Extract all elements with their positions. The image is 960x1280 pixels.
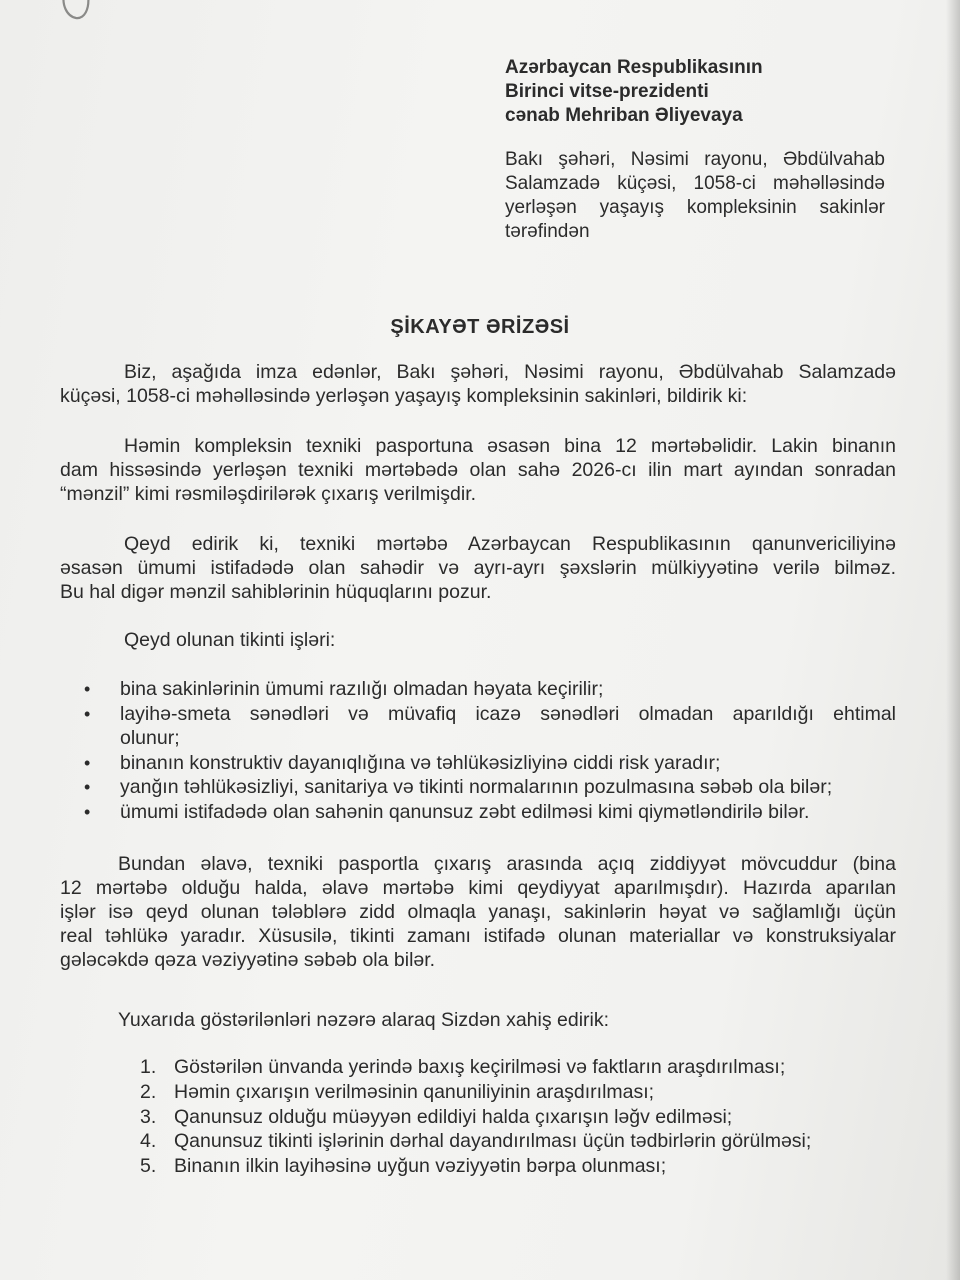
paragraph-line: Bu hal digər mənzil sahiblərinin hüquqlarını pozur. xyxy=(60,581,492,603)
recipient-line: cənab Mehriban Əliyevaya xyxy=(505,105,743,126)
list-item xyxy=(140,1105,900,1130)
page-edge-shadow xyxy=(946,0,960,1280)
works-bullet-list xyxy=(84,677,896,824)
paragraph-line: işlər isə qeyd olunan tələblərə zidd olmaqla yanaşı, sakinlərin həyat və sağlamlığı üçün xyxy=(60,901,896,923)
request-heading xyxy=(60,1008,896,1032)
paragraph-line: Bundan əlavə, texniki pasportla çıxarış arasında açıq ziddiyyət mövcuddur (bina xyxy=(118,853,896,875)
staple-mark-icon xyxy=(58,0,94,24)
list-item-text: Göstərilən ünvanda yerində baxış keçirilməsi və faktların araşdırılması; xyxy=(174,1056,786,1078)
paragraph-contradiction xyxy=(60,852,896,972)
list-item-text: • yanğın təhlükəsizliyi, sanitariya və tikinti normalarının pozulmasına səbəb ola bilər; xyxy=(120,776,833,798)
paragraph-passport xyxy=(60,434,896,506)
sender-line: Salamzadə küçəsi, 1058-ci məhəlləsində xyxy=(505,173,885,194)
list-item-number: 5. xyxy=(140,1155,157,1178)
paragraph-line: gələcəkdə qəza vəziyyətinə səbəb ola bilər. xyxy=(60,949,436,971)
list-item-text: olunur; xyxy=(120,727,180,749)
list-item-text: Qanunsuz tikinti işlərinin dərhal dayandırılması üçün tədbirlərin görülməsi; xyxy=(174,1130,812,1153)
list-item-number: 1. xyxy=(140,1056,157,1078)
list-item xyxy=(84,677,896,702)
paragraph-line: Biz, aşağıda imza edənlər, Bakı şəhəri, Nəsimi rayonu, Əbdülvahab Salamzadə xyxy=(124,361,896,383)
list-item-text: Həmin çıxarışın verilməsinin qanuniliyinin araşdırılması; xyxy=(174,1080,655,1103)
list-item xyxy=(84,800,896,825)
paragraph-line: 12 mərtəbə olduğu halda, əlavə mərtəbə kimi qeydiyyat aparılmışdır). Hazırda aparılan xyxy=(60,877,896,899)
list-item-number: 2. xyxy=(140,1080,157,1103)
paragraph-line: Yuxarıda göstərilənləri nəzərə alaraq Sizdən xahiş edirik: xyxy=(118,1009,610,1031)
paragraph-line: əsasən ümumi istifadədə olan sahədir və ayrı-ayrı şəxslərin mülkiyyətinə verilə bilməz. xyxy=(60,557,896,579)
intro-paragraph xyxy=(60,360,896,408)
paragraph-line: küçəsi, 1058-ci məhəlləsində yerləşən yaşayış kompleksinin sakinləri, bildirik ki: xyxy=(60,385,748,407)
list-item xyxy=(140,1080,900,1105)
recipient-line: Birinci vitse-prezidenti xyxy=(505,81,709,102)
list-item-text: • bina sakinlərinin ümumi razılığı olmadan həyata keçirilir; xyxy=(120,678,604,700)
list-item xyxy=(84,702,896,751)
list-item xyxy=(84,775,896,800)
sender-line: yerləşən yaşayış kompleksinin sakinlər xyxy=(505,197,885,218)
paragraph-line: Qeyd edirik ki, texniki mərtəbə Azərbaycan Respublikasının qanunvericiliyinə xyxy=(124,533,896,555)
list-item-number: 3. xyxy=(140,1105,157,1128)
list-item-text: Binanın ilkin layihəsinə uyğun vəziyyətin bərpa olunması; xyxy=(174,1155,667,1178)
list-item-text: • layihə-smeta sənədləri və müvafiq icazə sənədləri olmadan aparıldığı ehtimal xyxy=(120,702,896,725)
document-title: ŞİKAYƏT ƏRİZƏSİ xyxy=(390,316,570,338)
sender-block xyxy=(505,148,885,244)
sender-line: Bakı şəhəri, Nəsimi rayonu, Əbdülvahab xyxy=(505,149,885,170)
paragraph-line: Qeyd olunan tikinti işləri: xyxy=(124,629,336,651)
list-item xyxy=(84,751,896,776)
recipient-line: Azərbaycan Respublikasının xyxy=(505,57,763,78)
recipient-block xyxy=(505,56,763,128)
paragraph-line: “mənzil” kimi rəsmiləşdirilərək çıxarış verilmişdir. xyxy=(60,483,477,505)
list-item xyxy=(140,1055,900,1080)
list-item-number: 4. xyxy=(140,1130,157,1153)
list-item xyxy=(140,1129,900,1154)
list-item xyxy=(140,1154,900,1179)
list-item-text: • ümumi istifadədə olan sahənin qanunsuz zəbt edilməsi kimi qiymətləndirilə bilər. xyxy=(120,800,810,823)
paragraph-line: real təhlükə yaradır. Xüsusilə, tikinti zamanı istifadə olunan materiallar və konstruksiyalar xyxy=(60,925,896,947)
requests-numbered-list xyxy=(140,1055,900,1179)
list-item-text: Qanunsuz olduğu müəyyən edildiyi halda çıxarışın ləğv edilməsi; xyxy=(174,1105,733,1128)
works-heading xyxy=(60,628,896,652)
sender-line: tərəfindən xyxy=(505,221,590,242)
paragraph-line: dam hissəsində yerləşən texniki mərtəbədə olan sahə 2026-cı ilin mart ayından sonradan xyxy=(60,459,896,481)
paragraph-technical-floor xyxy=(60,532,896,604)
paragraph-line: Həmin kompleksin texniki pasportuna əsasən bina 12 mərtəbəlidir. Lakin binanın xyxy=(124,435,896,457)
list-item-text: • binanın konstruktiv dayanıqlığına və təhlükəsizliyinə ciddi risk yaradır; xyxy=(120,751,721,774)
